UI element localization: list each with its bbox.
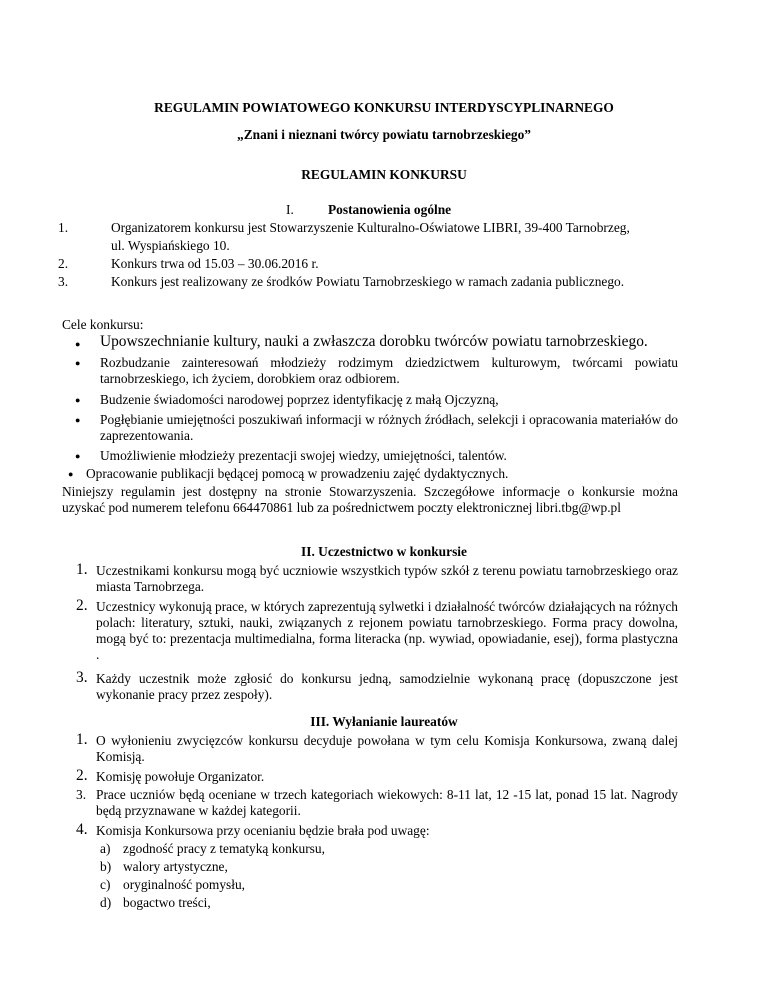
s2-item-3-number: 3. (76, 669, 88, 686)
s1-item-3-text: Konkurs jest realizowany ze środków Powiatu Tarnobrzeskiego w ramach zadania publicznego. (111, 274, 625, 289)
section-1-number: I. (286, 202, 294, 217)
doc-subtitle: „Znani i nieznani twórcy powiatu tarnobrzeskiego” (237, 127, 531, 142)
s1-item-1-number: 1. (58, 220, 69, 235)
doc-section-title: REGULAMIN KONKURSU (301, 167, 467, 182)
s2-item-1-number: 1. (76, 561, 88, 578)
s3-item-3-number: 3. (76, 787, 87, 802)
bullet-icon: ● (75, 358, 81, 368)
s1-item-2-number: 2. (58, 256, 69, 271)
criterion-a-letter: a) (100, 841, 111, 856)
section-2-heading: II. Uczestnictwo w konkursie (301, 544, 467, 559)
section-1-heading: Postanowienia ogólne (328, 202, 452, 217)
goal-1: Upowszechnianie kultury, nauki a zwłaszcza dorobku twórców powiatu tarnobrzeskiego. (100, 333, 648, 350)
s1-item-3-number: 3. (58, 274, 69, 289)
s2-item-2-text: Uczestnicy wykonują prace, w których zaprezentują sylwetki i działalność twórców działających na różnych polach: literatury, sztuki, nauki, związanych z rejonem powiatu tarnobrzeskiego. Forma pracy dowolna, mogą być to: prezentacja multimedialna, forma literacka (np. wywiad, opowiadanie, esej), forma plastyczna . (96, 599, 678, 662)
bullet-icon: ● (68, 469, 74, 479)
bullet-icon: ● (75, 415, 81, 425)
criterion-a-text: zgodność pracy z tematyką konkursu, (123, 841, 325, 856)
goal-5: Umożliwienie młodzieży prezentacji swojej wiedzy, umiejętności, talentów. (100, 448, 507, 463)
criterion-d-text: bogactwo treści, (123, 895, 211, 910)
bullet-icon: ● (75, 339, 81, 349)
bullet-icon: ● (75, 395, 81, 405)
s1-item-1-line-2: ul. Wyspiańskiego 10. (111, 238, 230, 253)
criterion-b-text: walory artystyczne, (123, 859, 228, 874)
goal-2: Rozbudzanie zainteresowań młodzieży rodzimym dziedzictwem kulturowym, twórcami powiatu tarnobrzeskiego, ich życiem, dorobkiem oraz odbiorem. (100, 355, 678, 386)
criterion-c-letter: c) (100, 877, 111, 892)
doc-title: REGULAMIN POWIATOWEGO KONKURSU INTERDYSCYPLINARNEGO (154, 100, 614, 115)
s3-item-3-text: Prace uczniów będą oceniane w trzech kategoriach wiekowych: 8-11 lat, 12 -15 lat, ponad 15 lat. Nagrody będą przyznawane w każdej kategorii. (96, 787, 678, 818)
s1-item-2-text: Konkurs trwa od 15.03 – 30.06.2016 r. (111, 256, 319, 271)
s3-item-4-text: Komisja Konkursowa przy ocenianiu będzie brała pod uwagę: (96, 823, 430, 838)
s1-item-1-line-1: Organizatorem konkursu jest Stowarzyszenie Kulturalno-Oświatowe LIBRI, 39-400 Tarnobrzeg, (111, 220, 630, 235)
s2-item-2-number: 2. (76, 597, 88, 614)
criterion-d-letter: d) (100, 895, 112, 910)
goal-3: Budzenie świadomości narodowej poprzez identyfikację z małą Ojczyzną, (100, 392, 499, 407)
s3-item-1-text: O wyłonieniu zwycięzców konkursu decyduje powołana w tym celu Komisja Konkursowa, zwaną dalej Komisją. (96, 733, 678, 764)
s2-item-1-text: Uczestnikami konkursu mogą być uczniowie wszystkich typów szkół z terenu powiatu tarnobrzeskiego oraz miasta Tarnobrzega. (96, 563, 678, 594)
criterion-b-letter: b) (100, 859, 112, 874)
section-3-heading: III. Wyłanianie laureatów (310, 714, 458, 729)
goal-4: Pogłębianie umiejętności poszukiwań informacji w różnych źródłach, selekcji i opracowania materiałów do zaprezentowania. (100, 412, 678, 443)
criterion-c-text: oryginalność pomysłu, (123, 877, 245, 892)
s2-item-3-text: Każdy uczestnik może zgłosić do konkursu jedną, samodzielnie wykonaną pracę (dopuszczone jest wykonanie pracy przez zespoły). (96, 671, 678, 702)
s3-item-2-number: 2. (76, 767, 88, 784)
s3-item-4-number: 4. (76, 821, 88, 838)
s3-item-2-text: Komisję powołuje Organizator. (96, 769, 265, 784)
info-paragraph: Niniejszy regulamin jest dostępny na stronie Stowarzyszenia. Szczegółowe informacje o konkursie można uzyskać pod numerem telefonu 664470861 lub za pośrednictwem poczty elektronicznej libri.tbg@wp.pl (62, 484, 678, 515)
s3-item-1-number: 1. (76, 731, 88, 748)
bullet-icon: ● (75, 451, 81, 461)
goal-6: Opracowanie publikacji będącej pomocą w prowadzeniu zajęć dydaktycznych. (86, 466, 509, 481)
goals-label: Cele konkursu: (62, 317, 144, 332)
